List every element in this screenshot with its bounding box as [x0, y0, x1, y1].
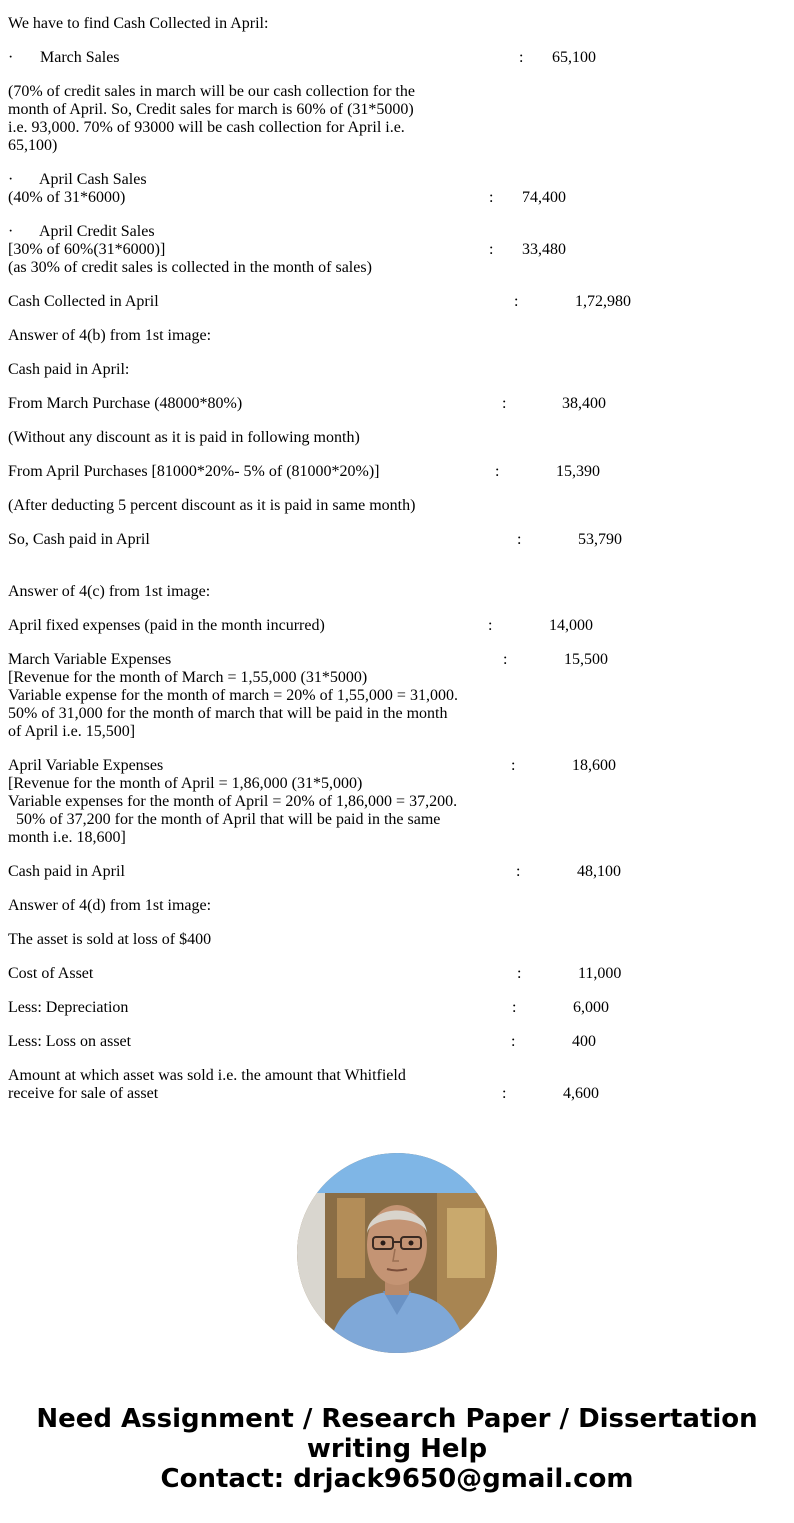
colon: : — [511, 1033, 516, 1050]
colon: : — [516, 863, 521, 880]
fixed-expenses-label: April fixed expenses (paid in the month incurred) — [8, 617, 325, 634]
depreciation-label: Less: Depreciation — [8, 999, 129, 1016]
answer-4c-heading: Answer of 4(c) from 1st image: — [8, 583, 211, 600]
colon: : — [502, 395, 507, 412]
banner-line: writing Help — [306, 1434, 488, 1464]
march-note-line: i.e. 93,000. 70% of 93000 will be cash collection for April i.e. — [8, 119, 405, 136]
asset-loss-text: The asset is sold at loss of $400 — [8, 931, 212, 948]
march-variable-line: 50% of 31,000 for the month of march that will be paid in the month — [8, 705, 448, 722]
colon: : — [502, 1085, 507, 1102]
march-variable-line: [Revenue for the month of March = 1,55,000 (31*5000) — [8, 669, 368, 686]
march-note-line: 65,100) — [8, 137, 58, 154]
cash-collected-value: 1,72,980 — [575, 293, 631, 310]
march-note-line: (70% of credit sales in march will be our cash collection for the — [8, 83, 415, 100]
april-purchase-value: 15,390 — [556, 463, 600, 480]
banner-line: Need Assignment / Research Paper / Dissertation — [36, 1404, 758, 1434]
colon: : — [495, 463, 500, 480]
april-variable-line: Variable expenses for the month of April = 20% of 1,86,000 = 37,200. — [8, 793, 458, 810]
march-sales-label: March Sales — [40, 49, 120, 66]
heading-cash-collected: We have to find Cash Collected in April: — [8, 15, 269, 32]
contact-line: Contact: drjack9650@gmail.com — [160, 1464, 634, 1494]
cash-collected-label: Cash Collected in April — [8, 293, 159, 310]
april-cash-sales-value: 74,400 — [522, 189, 566, 206]
march-note-line: month of April. So, Credit sales for march is 60% of (31*5000) — [8, 101, 414, 118]
colon: : — [519, 49, 524, 66]
april-variable-line: 50% of 37,200 for the month of April that will be paid in the same — [8, 811, 441, 828]
march-purchase-note: (Without any discount as it is paid in following month) — [8, 429, 360, 446]
april-variable-value: 18,600 — [572, 757, 616, 774]
colon: : — [489, 241, 494, 258]
amount-sold-value: 4,600 — [563, 1085, 599, 1102]
april-purchase-note: (After deducting 5 percent discount as it is paid in same month) — [8, 497, 416, 514]
cash-paid-heading: Cash paid in April: — [8, 361, 130, 378]
bullet: · — [8, 171, 14, 188]
march-purchase-value: 38,400 — [562, 395, 606, 412]
colon: : — [503, 651, 508, 668]
colon: : — [517, 965, 522, 982]
colon: : — [488, 617, 493, 634]
april-variable-label: April Variable Expenses — [8, 757, 164, 774]
march-sales-value: 65,100 — [552, 49, 596, 66]
colon: : — [512, 999, 517, 1016]
colon: : — [489, 189, 494, 206]
april-credit-note: (as 30% of credit sales is collected in the month of sales) — [8, 259, 372, 276]
april-credit-sales-label: April Credit Sales — [39, 223, 155, 240]
author-photo — [297, 1153, 497, 1353]
april-variable-line: [Revenue for the month of April = 1,86,000 (31*5,000) — [8, 775, 363, 792]
loss-on-asset-value: 400 — [572, 1033, 596, 1050]
march-variable-value: 15,500 — [564, 651, 608, 668]
march-purchase-label: From March Purchase (48000*80%) — [8, 395, 243, 412]
march-variable-line: of April i.e. 15,500] — [8, 723, 136, 740]
answer-4d-heading: Answer of 4(d) from 1st image: — [8, 897, 212, 914]
bullet: · — [8, 223, 14, 240]
depreciation-value: 6,000 — [573, 999, 609, 1016]
april-cash-sales-sub: (40% of 31*6000) — [8, 189, 126, 206]
bullet: · — [8, 49, 14, 66]
march-variable-line: Variable expense for the month of march = 20% of 1,55,000 = 31,000. — [8, 687, 458, 704]
april-variable-line: month i.e. 18,600] — [8, 829, 126, 846]
march-variable-label: March Variable Expenses — [8, 651, 172, 668]
colon: : — [514, 293, 519, 310]
april-cash-sales-label: April Cash Sales — [39, 171, 147, 188]
loss-on-asset-label: Less: Loss on asset — [8, 1033, 132, 1050]
cash-paid-total-value: 48,100 — [577, 863, 621, 880]
answer-4b-heading: Answer of 4(b) from 1st image: — [8, 327, 212, 344]
cash-paid-total-label: Cash paid in April — [8, 863, 125, 880]
colon: : — [511, 757, 516, 774]
cost-of-asset-label: Cost of Asset — [8, 965, 94, 982]
portrait-image — [297, 1153, 497, 1353]
colon: : — [517, 531, 522, 548]
amount-sold-line: receive for sale of asset — [8, 1085, 159, 1102]
amount-sold-line: Amount at which asset was sold i.e. the amount that Whitfield — [8, 1067, 406, 1084]
april-purchase-label: From April Purchases [81000*20%- 5% of (81000*20%)] — [8, 463, 380, 480]
april-credit-sales-sub: [30% of 60%(31*6000)] — [8, 241, 166, 258]
april-credit-sales-value: 33,480 — [522, 241, 566, 258]
so-cash-paid-label: So, Cash paid in April — [8, 531, 150, 548]
cost-of-asset-value: 11,000 — [578, 965, 622, 982]
fixed-expenses-value: 14,000 — [549, 617, 593, 634]
so-cash-paid-value: 53,790 — [578, 531, 622, 548]
